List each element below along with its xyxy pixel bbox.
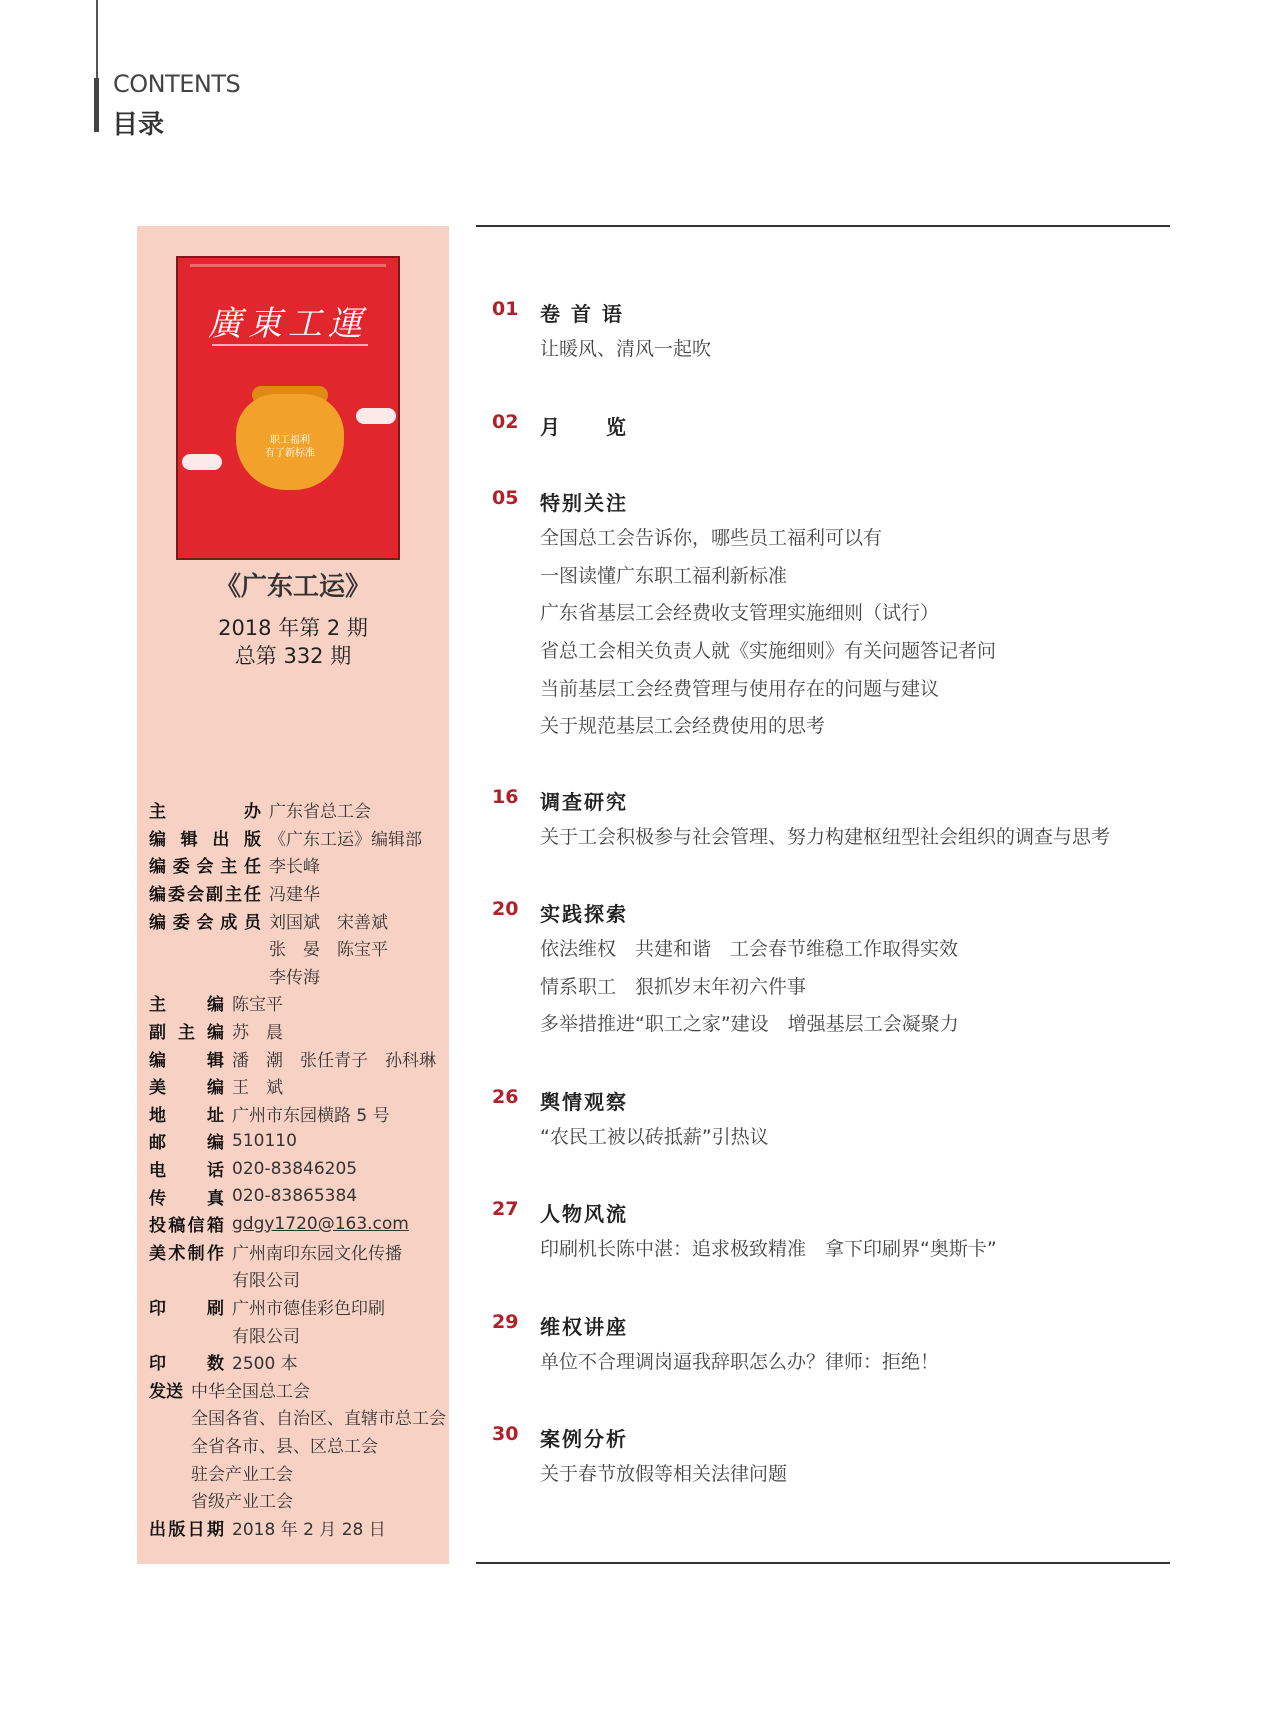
cover-divider	[212, 344, 368, 346]
email-link[interactable]: gdgy1720@163.com	[232, 1213, 409, 1234]
masthead-value: 李传海	[269, 967, 320, 988]
masthead-row	[149, 934, 446, 962]
masthead-label: 投稿信箱	[149, 1216, 224, 1237]
masthead-value: 省级产业工会	[191, 1492, 293, 1513]
masthead-value: 《广东工运》编辑部	[269, 829, 422, 850]
masthead-value: 陈宝平	[232, 995, 283, 1016]
page-number: 02	[492, 411, 519, 433]
page-number: 30	[492, 1423, 519, 1445]
article-link[interactable]: 省总工会相关负责人就《实施细则》有关问题答记者问	[540, 640, 997, 662]
masthead-label: 美 编	[149, 1078, 224, 1099]
masthead-label: 邮 编	[149, 1133, 224, 1154]
masthead-value: 王 斌	[232, 1078, 283, 1099]
masthead-row	[149, 1265, 446, 1293]
masthead-row	[149, 1210, 446, 1238]
masthead-row	[149, 1458, 446, 1486]
masthead-label: 出版日期	[149, 1519, 224, 1540]
masthead-row	[149, 824, 446, 852]
masthead-label: 编辑出版	[149, 829, 261, 850]
masthead-label: 美术制作	[149, 1243, 224, 1264]
cover-bag-line-2: 有了新标准	[265, 448, 315, 459]
masthead-label: 主 编	[149, 995, 224, 1016]
masthead-value: 有限公司	[232, 1271, 300, 1292]
masthead-row	[149, 1375, 446, 1403]
section-title: 卷 首 语	[540, 302, 624, 326]
masthead-row	[149, 1072, 446, 1100]
masthead-row	[149, 1320, 446, 1348]
masthead-value: 020-83865384	[232, 1186, 358, 1207]
cloud-icon	[182, 454, 222, 470]
toc-bottom-rule	[476, 1562, 1170, 1564]
masthead-value: 510110	[232, 1130, 297, 1151]
masthead-row	[149, 1403, 446, 1431]
masthead-row	[149, 1017, 446, 1045]
masthead-value: 广州市德佳彩色印刷	[232, 1298, 385, 1319]
contents-heading-zh: 目录	[112, 110, 165, 140]
section-title: 案例分析	[540, 1427, 628, 1451]
section-title: 维权讲座	[540, 1315, 628, 1339]
total-issue-number: 总第 332 期	[234, 644, 352, 668]
masthead-value: 冯建华	[269, 885, 320, 906]
masthead-value: 有限公司	[232, 1326, 300, 1347]
masthead-row	[149, 1513, 446, 1541]
masthead-row	[149, 989, 446, 1017]
page-number: 20	[492, 898, 519, 920]
article-link[interactable]: 情系职工 狠抓岁末年初六件事	[540, 976, 807, 998]
masthead-label: 主 办	[149, 802, 261, 823]
article-link[interactable]: 关于规范基层工会经费使用的思考	[540, 715, 826, 737]
masthead-value: 李长峰	[269, 857, 320, 878]
cover-image[interactable]	[176, 256, 400, 560]
page-number: 16	[492, 786, 519, 808]
page-number: 27	[492, 1198, 519, 1220]
masthead-value: 张 晏 陈宝平	[269, 940, 388, 961]
masthead-label: 地 址	[149, 1105, 224, 1126]
masthead-label: 编 辑	[149, 1050, 224, 1071]
masthead-row	[149, 1293, 446, 1321]
masthead-value: 潘 潮 张任青子 孙科琳	[232, 1050, 436, 1071]
masthead-row	[149, 1044, 446, 1072]
article-link[interactable]: 广东省基层工会经费收支管理实施细则（试行）	[540, 602, 940, 624]
page-number: 26	[492, 1086, 519, 1108]
masthead-value: 刘国斌 宋善斌	[269, 912, 388, 933]
toc-top-rule	[476, 225, 1170, 227]
article-link[interactable]: 关于工会积极参与社会管理、努力构建枢纽型社会组织的调查与思考	[540, 826, 1111, 848]
masthead-value: 广州市东园横路 5 号	[232, 1105, 390, 1126]
masthead-value: 广东省总工会	[269, 802, 371, 823]
issue-number: 2018 年第 2 期	[218, 616, 368, 640]
masthead-value: 全省各市、县、区总工会	[191, 1436, 378, 1457]
article-link[interactable]: 一图读懂广东职工福利新标准	[540, 565, 788, 587]
article-link[interactable]: 印刷机长陈中湛：追求极致精准 拿下印刷界“奥斯卡”	[540, 1238, 997, 1260]
masthead-row	[149, 1348, 446, 1376]
cover-bag-line-1: 职工福利	[270, 435, 310, 446]
article-link[interactable]: 依法维权 共建和谐 工会春节维稳工作取得实效	[540, 938, 959, 960]
page-number: 01	[492, 298, 519, 320]
masthead-row	[149, 851, 446, 879]
article-link[interactable]: 多举措推进“职工之家”建设 增强基层工会凝聚力	[540, 1013, 959, 1035]
masthead-row	[149, 1486, 446, 1514]
article-link[interactable]: 让暖风、清风一起吹	[540, 338, 712, 360]
cover-bag-text	[242, 434, 338, 460]
masthead-value: 全国各省、自治区、直辖市总工会	[191, 1409, 446, 1430]
masthead	[149, 796, 446, 1541]
masthead-label: 印 数	[149, 1354, 224, 1375]
page-number: 05	[492, 487, 519, 509]
article-link[interactable]: 关于春节放假等相关法律问题	[540, 1463, 788, 1485]
masthead-label: 发送	[149, 1381, 183, 1402]
section-title: 月 览	[540, 415, 628, 439]
masthead-row	[149, 796, 446, 824]
cover-logo: 廣東工運	[208, 304, 368, 344]
masthead-label: 电 话	[149, 1161, 224, 1182]
masthead-value: 中华全国总工会	[191, 1381, 310, 1402]
cloud-icon	[356, 408, 396, 424]
masthead-value: 广州南印东园文化传播	[232, 1243, 402, 1264]
masthead-value: 2500 本	[232, 1354, 298, 1375]
masthead-row	[149, 1127, 446, 1155]
masthead-row	[149, 1238, 446, 1266]
magazine-title: 《广东工运》	[214, 572, 371, 602]
masthead-label: 副主编	[149, 1023, 224, 1044]
article-link[interactable]: 全国总工会告诉你，哪些员工福利可以有	[540, 527, 883, 549]
section-title: 调查研究	[540, 790, 628, 814]
masthead-row	[149, 906, 446, 934]
masthead-label: 编委会副主任	[149, 885, 261, 906]
cover-header-line	[190, 264, 386, 267]
section-title: 实践探索	[540, 902, 628, 926]
masthead-row	[149, 879, 446, 907]
page-number: 29	[492, 1311, 519, 1333]
masthead-label: 编委会主任	[149, 857, 261, 878]
article-link[interactable]: “农民工被以砖抵薪”引热议	[540, 1126, 769, 1148]
masthead-label: 编委会成员	[149, 912, 261, 933]
article-link[interactable]: 单位不合理调岗逼我辞职怎么办？律师：拒绝！	[540, 1351, 940, 1373]
masthead-label: 传 真	[149, 1188, 224, 1209]
header-accent-bar	[94, 78, 99, 132]
masthead-row	[149, 962, 446, 990]
masthead-row	[149, 1182, 446, 1210]
masthead-value: 2018 年 2 月 28 日	[232, 1519, 386, 1540]
cover-fine-print	[218, 518, 362, 527]
masthead-row	[149, 1155, 446, 1183]
sidebar-panel	[137, 226, 449, 1564]
masthead-value: 020-83846205	[232, 1158, 358, 1179]
masthead-row	[149, 1431, 446, 1459]
article-link[interactable]: 当前基层工会经费管理与使用存在的问题与建议	[540, 678, 940, 700]
masthead-row	[149, 1100, 446, 1128]
section-title: 人物风流	[540, 1202, 628, 1226]
masthead-value: 苏 晨	[232, 1023, 283, 1044]
section-title: 舆情观察	[540, 1090, 628, 1114]
contents-heading-en: CONTENTS	[113, 70, 241, 98]
masthead-value: 驻会产业工会	[191, 1464, 293, 1485]
section-title: 特别关注	[540, 491, 628, 515]
masthead-label: 印 刷	[149, 1298, 224, 1319]
